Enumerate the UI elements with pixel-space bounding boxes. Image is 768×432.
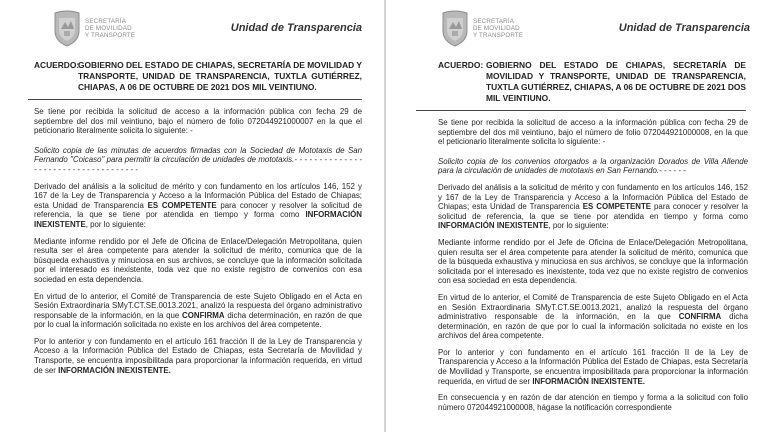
committee-text-a: En virtud de lo anterior, el Comité de Transparencia de este Sujeto Obligado en el Acta en Sesión Extraordinaria SMyT.CT.SE.0013.2021, analizó la respuesta del órgano administrativo responsable de la información, en la que [438,292,748,322]
paragraph-report: Mediante informe rendido por el Jefe de Oficina de Enlace/Delegación Metropolitana, quien resulta ser el área competente para atender la solicitud de mérito, comunica que de la búsqueda exhaustiva y minuciosa en sus archivos, se concluye que la información solicitada por el interesado es inexistente, toda vez que no existe registro de convenios con esa sociedad en esta dependencia. [34,236,362,284]
conclusion-bold: INFORMACIÓN INEXISTENTE. [532,376,645,386]
unit-title: Unidad de Transparencia [230,22,362,34]
secretaria-logo [440,8,532,48]
competence-bold-a: ES COMPETENTE [147,200,217,210]
page-header [14,0,370,52]
state-seal-icon [440,9,470,47]
logo-line-1: SECRETARÍA [473,17,515,25]
secretaria-logo [52,8,144,48]
document-body [402,118,754,412]
logo-line-2: DE MOVILIDAD [473,24,520,32]
conclusion-text: Por lo anterior y con fundamento en el artículo 161 fracción II de la Ley de Transparencia y Acceso a la Información Pública del Estado de Chiapas, esta Secretaría de Movilidad y Transporte, se encuentra imposibilitada para proporcionar la información requerida, en virtud de ser [34,336,362,375]
acuerdo-text: GOBIERNO DEL ESTADO DE CHIAPAS, SECRETARÍA DE MOVILIDAD Y TRANSPORTE, UNIDAD DE TRANSPARENCIA, TUXTLA GUTIÉRREZ, CHIAPAS, A 06 DE OCTUBRE DE 2021 DOS MIL VEINTIUNO. [78,60,362,92]
page-header [402,0,754,52]
paragraph-receipt: Se tiene por recibida la solicitud de acceso a la información pública con fecha 29 de septiembre del dos mil veintiuno, bajo el número de folio 072044921000008, en la que el peticionario literalmente solicita lo siguiente: - [438,118,748,147]
competence-bold-b: INFORMACIÓN INEXISTENTE [438,221,549,231]
competence-text-a: Derivado del análisis a la solicitud de mérito y con fundamento en los artículos 146, 152 y 167 de la Ley de Transparencia y Acceso a la Información Pública del Estado de Chiapas; esta Unidad de Transparencia [34,181,362,210]
quoted-request: Solicito copia de los convenios otorgados a la organización Dorados de Villa Allende para la circulación de unidades de mototaxis en San Fernando.- - - - - - [438,156,748,176]
quoted-request: Solicito copia de las minutas de acuerdos firmadas con la Sociedad de Mototaxis de San Fernando "Coicaso" para permitir la circulación de unidades de mototaxis.- - - - - - - - - - - - - - - - - - - - - - - - - - - - - - - - - - - - [34,145,362,174]
competence-bold-a: ES COMPETENTE [582,202,652,212]
state-seal-icon [52,9,82,47]
paragraph-receipt: Se tiene por recibida la solicitud de acceso a la información pública con fecha 29 de septiembre del dos mil veintiuno, bajo el número de folio 072044921000007 en la que el peticionario literalmente solicita lo siguiente: - [34,107,362,136]
competence-bold-b: INFORMACIÓN INEXISTENTE [34,210,362,229]
paragraph-report: Mediante informe rendido por el Jefe de Oficina de Enlace/Delegación Metropolitana, quien resulta ser el área competente para atender la solicitud de mérito, comunica que de la búsqueda exhaustiva y minuciosa en sus archivos, se concluye que la información solicitada por el interesado es inexistente, toda vez que no existe registro de convenios con esa sociedad en esta dependencia. [438,237,748,286]
paragraph-conclusion [438,348,748,386]
paragraph-conclusion [34,337,362,375]
header-rule [416,110,746,111]
acuerdo-label: ACUERDO: [438,60,484,70]
unit-title: Unidad de Transparencia [618,22,750,34]
logo-line-3: Y TRANSPORTE [473,31,524,39]
competence-text-b: para conocer y resolver la solicitud de referencia, la que se tiene por atendida en tiempo y forma como [34,200,362,220]
acuerdo-block [402,60,754,104]
committee-bold: CONFIRMA [678,312,722,322]
document-page-right [386,0,768,432]
paragraph-committee [34,292,362,330]
competence-text-b: para conocer y resolver la solicitud de referencia, la que se tiene por atendida en tiempo y forma como [438,202,748,221]
committee-bold: CONFIRMA [182,310,225,320]
paragraph-competence [34,182,362,230]
committee-text-b: dicha determinación, en razón de que por lo cual la información solicitada no existe en los archivos del área competente. [438,312,748,341]
competence-text-a: Derivado del análisis a la solicitud de mérito y con fundamento en los artículos 146, 152 y 167 de la Ley de Transparencia y Acceso a la Información Pública del Estado de Chiapas; esta Unidad de Transparencia [438,182,748,212]
acuerdo-block [14,60,370,93]
acuerdo-label: ACUERDO: [34,60,80,70]
competence-text-c: , por lo siguiente: [548,221,609,231]
conclusion-text: Por lo anterior y con fundamento en el artículo 161 fracción II de la Ley de Transparencia y Acceso a la Información Pública del Estado de Chiapas, esta Secretaría de Movilidad y Transporte, se encuentra imposibilitada para proporcionar la información requerida, en virtud de ser [438,347,748,386]
conclusion-bold: INFORMACIÓN INEXISTENTE. [58,365,171,375]
logo-line-3: Y TRANSPORTE [85,31,136,39]
acuerdo-text: GOBIERNO DEL ESTADO DE CHIAPAS, SECRETARÍA DE MOVILIDAD Y TRANSPORTE, UNIDAD DE TRANSPARENCIA, TUXTLA GUTIÉRREZ, CHIAPAS, A 06 DE OCTUBRE DE 2021 DOS MIL VEINTIUNO. [486,60,746,103]
committee-text-b: dicha determinación, en razón de que por lo cual la información solicitada no existe en los archivos del área competente. [34,310,362,330]
header-rule [28,99,362,100]
committee-text-a: En virtud de lo anterior, el Comité de Transparencia de este Sujeto Obligado en el Acta en Sesión Extraordinaria SMyT.CT.SE.0013.2021, analizó la respuesta del órgano administrativo responsable de la información, en la que [34,291,362,320]
logo-line-2: DE MOVILIDAD [85,24,132,32]
document-body [14,107,370,375]
paragraph-competence [438,183,748,231]
paragraph-committee [438,293,748,341]
competence-text-c: , por lo siguiente: [85,219,146,229]
paragraph-notification: En consecuencia y en razón de dar atención en tiempo y forma a la solicitud con folio número 072044921000008, hágase la notificación correspondiente [438,393,748,412]
logo-line-1: SECRETARÍA [85,17,127,25]
